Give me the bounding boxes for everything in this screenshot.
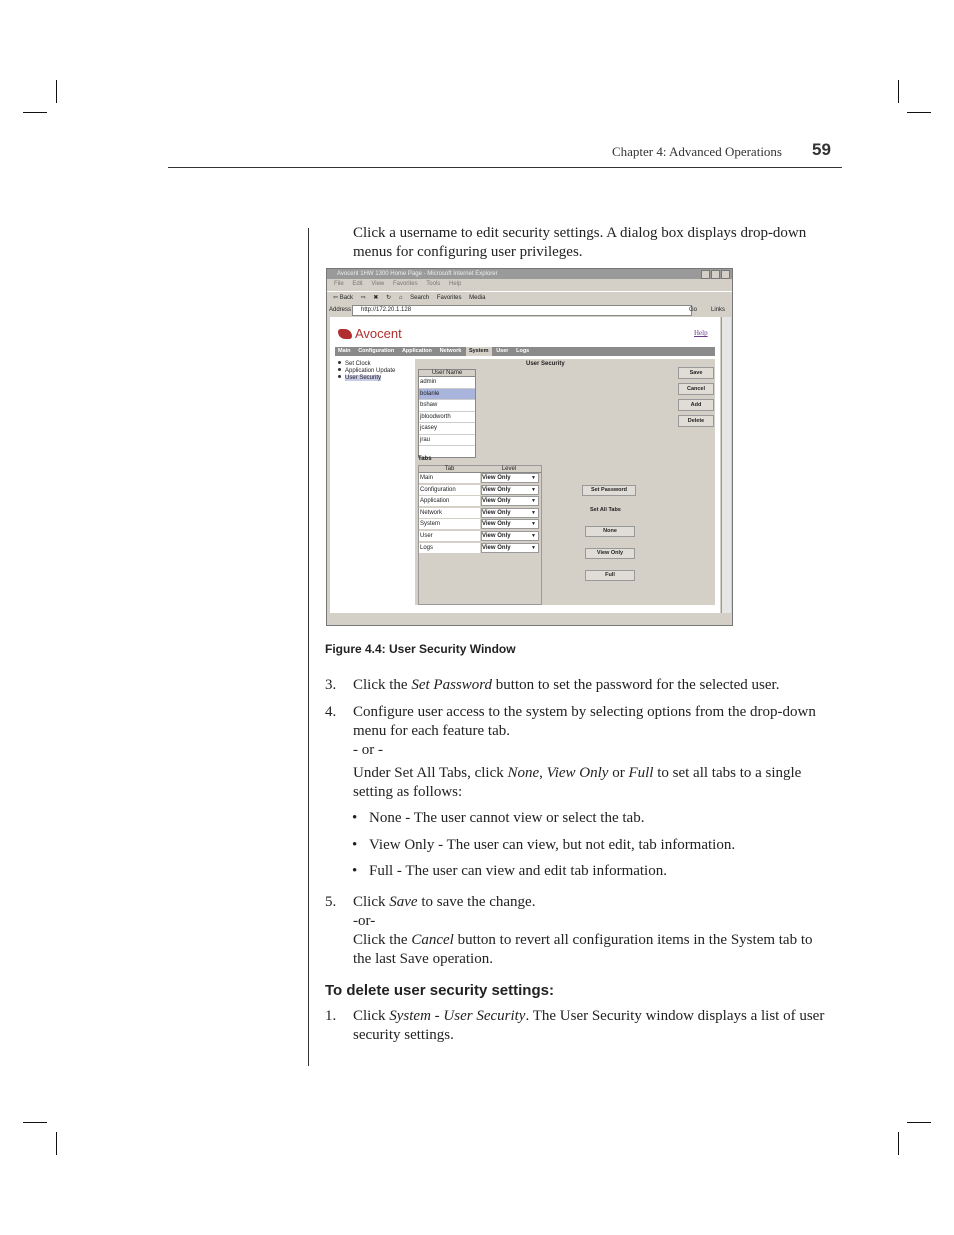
avocent-logo [338, 326, 402, 341]
tab-row [419, 519, 541, 531]
bullet-text: Full - The user can view and edit tab information. [369, 863, 667, 879]
left-nav [338, 361, 413, 603]
logo-text: Avocent [355, 326, 402, 341]
refresh-icon[interactable]: ↻ [386, 295, 392, 301]
tab-row [419, 508, 541, 520]
text: to save the change. [417, 894, 536, 910]
help-link[interactable]: Help [694, 329, 708, 337]
nav-item-label: Application Update [345, 368, 396, 374]
view-only-button[interactable]: View Only [585, 548, 635, 559]
tab-network[interactable]: Network [439, 348, 462, 354]
tab-row [419, 531, 541, 543]
level-select[interactable]: View Only ▼ [481, 519, 539, 529]
emphasis: Save [389, 894, 418, 910]
nav-item-application-update[interactable] [338, 368, 413, 374]
emphasis: Cancel [411, 932, 454, 948]
emphasis: View Only [546, 765, 609, 781]
tab-permissions-table [418, 465, 542, 605]
bullet-text: None - The user cannot view or select the tab. [369, 810, 645, 826]
bullet-text: View Only - The user can view, but not edit, tab information. [369, 837, 736, 853]
menu-file[interactable]: File [334, 281, 344, 287]
step-number: 4. [325, 704, 337, 720]
user-row[interactable]: bshaw [419, 400, 475, 412]
minimize-icon[interactable] [701, 270, 710, 279]
menu-bar [327, 279, 732, 290]
add-button[interactable]: Add [678, 399, 714, 411]
tab-name: Logs [419, 543, 480, 553]
tab-application[interactable]: Application [401, 348, 432, 354]
text: Under Set All Tabs, click [353, 765, 508, 781]
address-bar [327, 304, 732, 316]
tab-row [419, 485, 541, 497]
none-button[interactable]: None [585, 526, 635, 537]
page-number: 59 [812, 140, 831, 159]
nav-item-user-security[interactable] [338, 375, 413, 381]
tab-name: Configuration [419, 485, 480, 495]
home-icon[interactable]: ⌂ [398, 295, 403, 301]
panel-title: User Security [526, 361, 565, 367]
step-4-text: Configure user access to the system by selecting options from the drop-down menu for each feature tab. [353, 704, 816, 739]
window-titlebar [327, 269, 732, 279]
crop-mark [898, 1132, 899, 1155]
user-row[interactable]: admin [419, 377, 475, 389]
crop-mark [23, 1122, 47, 1123]
crop-mark [56, 1132, 57, 1155]
nav-item-label: User Security [345, 375, 382, 381]
web-page [330, 317, 720, 613]
level-select[interactable]: View Only ▼ [481, 473, 539, 483]
text: Click [353, 894, 390, 910]
tab-name: User [419, 531, 480, 541]
crop-mark [907, 112, 931, 113]
tab-table-header [419, 466, 541, 473]
menu-tools[interactable]: Tools [426, 281, 441, 287]
level-select[interactable]: View Only ▼ [481, 485, 539, 495]
text: Click the [353, 932, 412, 948]
tab-logs[interactable]: Logs [516, 348, 530, 354]
user-security-screenshot [326, 268, 733, 626]
or-separator: - or - [353, 742, 383, 758]
bullet-icon: • [352, 837, 358, 853]
tab-main[interactable]: Main [338, 348, 351, 354]
bullet-icon [338, 368, 341, 371]
delete-button[interactable]: Delete [678, 415, 714, 427]
level-select[interactable]: View Only ▼ [481, 531, 539, 541]
text: button to revert all configuration items in the System tab to the last Save operation. [353, 932, 813, 967]
step-5-alt-text [353, 931, 829, 969]
tab-row [419, 473, 541, 485]
menu-view[interactable]: View [371, 281, 385, 287]
crop-mark [23, 112, 47, 113]
user-row[interactable]: jrau [419, 435, 475, 447]
crop-mark [56, 80, 57, 103]
margin-rule [308, 228, 309, 1066]
tab-system[interactable]: System [466, 347, 492, 356]
user-security-panel [415, 359, 715, 605]
user-row[interactable]: jcasey [419, 423, 475, 435]
set-password-button[interactable]: Set Password [582, 485, 636, 496]
text: button to set the password for the selected user. [492, 677, 780, 693]
go-button[interactable]: Go [689, 307, 698, 313]
bullet-item [352, 809, 644, 828]
header-rule [168, 167, 842, 168]
user-row[interactable]: bolanle [419, 389, 475, 401]
tab-row [419, 496, 541, 508]
address-input[interactable]: http://172.20.1.128 [352, 305, 692, 316]
section-heading: To delete user security settings: [325, 982, 554, 999]
text: or [608, 765, 629, 781]
delete-step-1-text [353, 1007, 829, 1045]
window-title: Avocent 1HW 1300 Home Page - Microsoft Internet Explorer [337, 271, 498, 277]
user-table [418, 369, 476, 458]
bullet-icon: • [352, 810, 358, 826]
tab-name: Network [419, 508, 480, 518]
text: Click [353, 1008, 390, 1024]
user-table-header: User Name [419, 370, 475, 377]
tab-column-header: Tab [444, 466, 455, 472]
crop-mark [907, 1122, 931, 1123]
tab-name: Application [419, 496, 480, 506]
tab-configuration[interactable]: Configuration [358, 348, 395, 354]
browser-toolbar [327, 291, 732, 305]
tab-name: Main [419, 473, 480, 483]
back-button[interactable]: ⇦ Back [333, 295, 354, 301]
full-button[interactable]: Full [585, 570, 635, 581]
text: to set all tabs to a single setting as follows: [353, 765, 802, 800]
tab-row [419, 543, 541, 555]
step-4-alt-text [353, 764, 829, 802]
forward-icon[interactable]: ⇨ [360, 295, 366, 301]
text: Click the [353, 677, 412, 693]
level-select[interactable]: View Only ▼ [481, 496, 539, 506]
nav-item-label: Set Clock [345, 361, 371, 367]
stop-icon[interactable]: ✖ [373, 295, 379, 301]
nav-item-set-clock[interactable] [338, 361, 413, 367]
emphasis: None [507, 765, 540, 781]
text: , [539, 765, 547, 781]
bullet-icon [338, 375, 341, 378]
close-icon[interactable] [721, 270, 730, 279]
bullet-item [352, 862, 667, 881]
bullet-icon [338, 361, 341, 364]
bullet-icon: • [352, 863, 358, 879]
save-button[interactable]: Save [678, 367, 714, 379]
cancel-button[interactable]: Cancel [678, 383, 714, 395]
step-5-text [353, 893, 829, 912]
step-number: 3. [325, 677, 337, 693]
bullet-item [352, 836, 735, 855]
level-select[interactable]: View Only ▼ [481, 543, 539, 553]
media-button[interactable]: Media [469, 295, 486, 301]
menu-favorites[interactable]: Favorites [392, 281, 418, 287]
emphasis: Set Password [411, 677, 493, 693]
tabs-label: Tabs [418, 456, 432, 462]
text: . The User Security window displays a list of user security settings. [353, 1008, 825, 1043]
tab-name: System [419, 519, 480, 529]
nav-tabs [335, 347, 715, 356]
search-button[interactable]: Search [410, 295, 430, 301]
or-separator: -or- [353, 913, 376, 929]
step-number: 1. [325, 1008, 337, 1024]
step-number: 5. [325, 894, 337, 910]
vertical-scrollbar[interactable] [721, 317, 731, 613]
logo-icon [338, 329, 352, 339]
emphasis: System - User Security [389, 1008, 526, 1024]
address-label: Address [329, 307, 352, 313]
tab-user[interactable]: User [496, 348, 509, 354]
links-button[interactable]: Links [711, 307, 726, 313]
set-all-tabs-label: Set All Tabs [590, 507, 621, 513]
chapter-title: Chapter 4: Advanced Operations [611, 144, 782, 159]
figure-caption: Figure 4.4: User Security Window [325, 642, 516, 656]
crop-mark [898, 80, 899, 103]
user-row-empty [419, 446, 475, 457]
level-select[interactable]: View Only ▼ [481, 508, 539, 518]
maximize-icon[interactable] [711, 270, 720, 279]
menu-edit[interactable]: Edit [352, 281, 363, 287]
user-row[interactable]: jbloodworth [419, 412, 475, 424]
intro-paragraph: Click a username to edit security settings. A dialog box displays drop-down menus for configuring user privileges. [353, 225, 807, 260]
menu-help[interactable]: Help [448, 281, 462, 287]
emphasis: Full [628, 765, 654, 781]
favorites-button[interactable]: Favorites [436, 295, 462, 301]
step-3-text [353, 676, 829, 695]
level-column-header: Level [501, 466, 517, 472]
